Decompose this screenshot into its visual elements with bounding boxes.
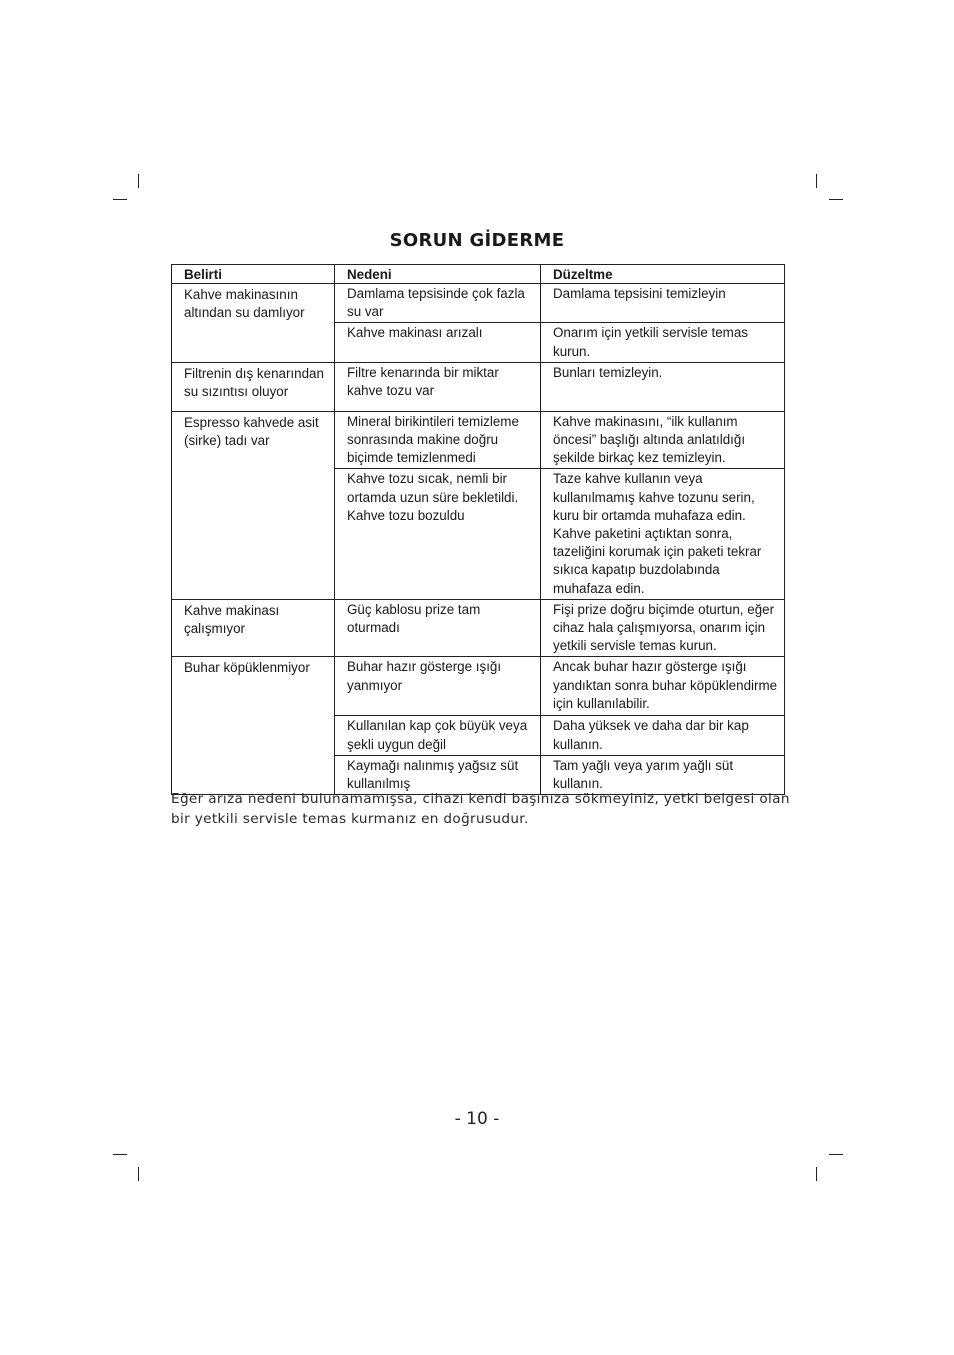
table-row	[172, 411, 785, 469]
fix-cell: Damlama tepsisini temizleyin	[541, 284, 785, 323]
crop-mark-bottom-right-vertical	[816, 1167, 817, 1181]
cause-cell: Kullanılan kap çok büyük veya şekli uygun değil	[335, 716, 541, 755]
cause-cell: Filtre kenarında bir miktar kahve tozu var	[335, 362, 541, 411]
table-row	[172, 362, 785, 411]
cause-cell: Kahve makinası arızalı	[335, 323, 541, 362]
fix-cell: Kahve makinasını, “ilk kullanım öncesi” başlığı altında anlatıldığı şekilde birkaç kez temizleyin.	[541, 411, 785, 469]
fix-cell: Fişi prize doğru biçimde oturtun, eğer cihaz hala çalışmıyorsa, onarım için yetkili servisle temas kurun.	[541, 599, 785, 657]
fix-cell: Tam yağlı veya yarım yağlı süt kullanın.	[541, 755, 785, 794]
crop-mark-bottom-left-vertical	[138, 1167, 139, 1181]
fix-cell: Bunları temizleyin.	[541, 362, 785, 411]
crop-mark-top-right-horizontal	[829, 199, 843, 200]
crop-mark-top-left-vertical	[138, 174, 139, 188]
crop-mark-bottom-left-horizontal	[113, 1154, 127, 1155]
fix-cell: Ancak buhar hazır gösterge ışığı yandıktan sonra buhar köpüklendirme için kullanılabilir.	[541, 657, 785, 716]
crop-mark-top-left-horizontal	[113, 199, 127, 200]
column-header-fix: Düzeltme	[541, 265, 785, 284]
cause-cell: Damlama tepsisinde çok fazla su var	[335, 284, 541, 323]
footnote: Eğer arıza nedeni bulunamamışsa, cihazı kendi başınıza sökmeyiniz, yetki belgesi olan bir yetkili servisle temas kurmanız en doğrusudur.	[171, 791, 790, 827]
column-header-cause: Nedeni	[335, 265, 541, 284]
symptom-cell: Kahve makinasının altından su damlıyor	[172, 284, 335, 363]
troubleshooting-table	[171, 264, 785, 795]
cause-cell: Kaymağı nalınmış yağsız süt kullanılmış	[335, 755, 541, 794]
symptom-cell: Buhar köpüklenmiyor	[172, 657, 335, 795]
cause-cell: Buhar hazır gösterge ışığı yanmıyor	[335, 657, 541, 716]
page-number: - 10 -	[454, 1109, 500, 1129]
column-header-symptom: Belirti	[172, 265, 335, 284]
crop-mark-top-right-vertical	[816, 174, 817, 188]
table-header-row	[172, 265, 785, 284]
fix-cell: Onarım için yetkili servisle temas kurun.	[541, 323, 785, 362]
page-title: SORUN GİDERME	[389, 230, 565, 251]
crop-mark-bottom-right-horizontal	[829, 1154, 843, 1155]
cause-cell: Güç kablosu prize tam oturmadı	[335, 599, 541, 657]
table-row	[172, 599, 785, 657]
cause-cell: Kahve tozu sıcak, nemli bir ortamda uzun süre bekletildi. Kahve tozu bozuldu	[335, 469, 541, 599]
symptom-cell: Kahve makinası çalışmıyor	[172, 599, 335, 657]
table-row	[172, 657, 785, 716]
fix-cell: Taze kahve kullanın veya kullanılmamış kahve tozunu serin, kuru bir ortamda muhafaza edin. Kahve paketini açtıktan sonra, tazeliğini korumak için paketi tekrar sıkıca kapatıp buzdolabında muhafaza edin.	[541, 469, 785, 599]
fix-cell: Daha yüksek ve daha dar bir kap kullanın.	[541, 716, 785, 755]
symptom-cell: Filtrenin dış kenarından su sızıntısı oluyor	[172, 362, 335, 411]
table-body	[172, 284, 785, 795]
table-row	[172, 284, 785, 323]
symptom-cell: Espresso kahvede asit (sirke) tadı var	[172, 411, 335, 599]
cause-cell: Mineral birikintileri temizleme sonrasında makine doğru biçimde temizlenmedi	[335, 411, 541, 469]
